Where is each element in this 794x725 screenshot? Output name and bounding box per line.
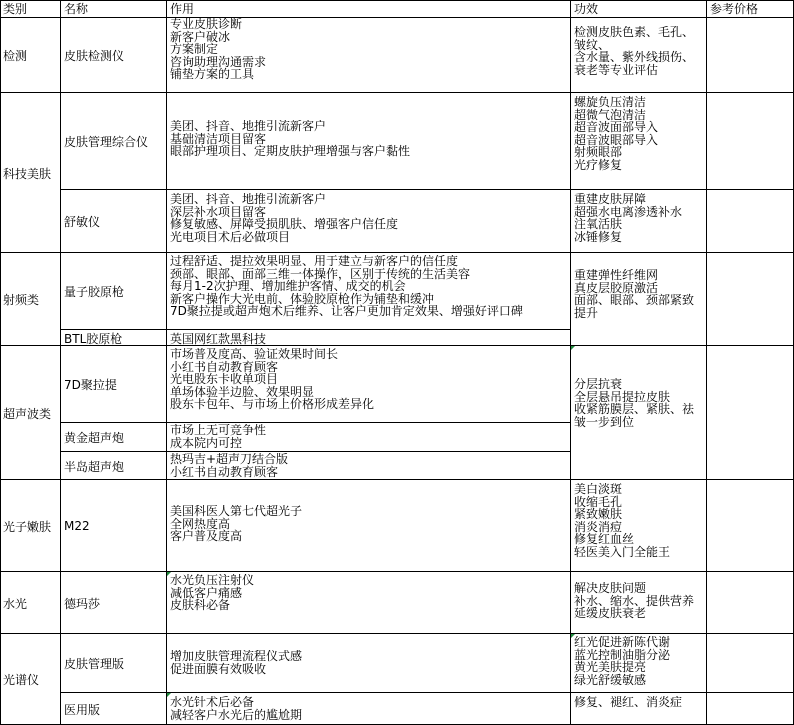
name-quantum-collagen[interactable]: 量子胶原枪 [64,285,125,299]
grid-line [61,329,571,330]
comment-marker-icon [167,572,171,576]
efficacy-rf[interactable]: 重建弹性纤维网 真皮层胶原激活 面部、眼部、颈部紧致 提升 [574,269,695,320]
name-medical-ver[interactable]: 医用版 [64,702,101,717]
efficacy-soothing[interactable]: 重建皮肤屏障 超强水电离渗透补水 注氧活肤 冰锤修复 [574,193,683,244]
grid-line [60,0,61,725]
grid-line [0,0,794,1]
name-m22[interactable]: M22 [64,519,90,533]
name-soothing[interactable]: 舒敏仪 [64,215,101,229]
comment-marker-icon [571,634,575,638]
grid-line [0,479,794,480]
comment-marker-icon [571,346,575,350]
header-function[interactable]: 作用 [170,2,195,16]
function-soothing[interactable]: 美团、抖音、地推引流新客户 深层补水项目留客 修复敏感、屏障受损肌肤、增强客户信任度 光电项目术后必做项目 [170,193,399,244]
name-dermas[interactable]: 德玛莎 [64,596,101,611]
header-category[interactable]: 类别 [3,2,28,16]
function-m22[interactable]: 美国科医人第七代超光子 全网热度高 客户普及度高 [170,505,303,544]
category-spec[interactable]: 光谱仪 [3,673,40,687]
price-cell[interactable] [707,18,793,725]
header-efficacy[interactable]: 功效 [574,2,599,16]
grid-line [0,0,1,725]
category-hydro[interactable]: 水光 [3,596,28,611]
header-name[interactable]: 名称 [64,2,89,16]
name-gold-hifu[interactable]: 黄金超声炮 [64,431,125,445]
grid-line [0,571,794,572]
function-btl[interactable]: 英国网红款黑科技 [170,331,267,346]
grid-line [166,0,167,725]
efficacy-skin-mgmt-combo[interactable]: 螺旋负压清洁 超微气泡清洁 超音波面部导入 超音波眼部导入 射频眼部 光疗修复 [574,96,659,172]
function-medical-ver[interactable]: 水光针术后必备 减轻客户水光后的尴尬期 [170,696,303,722]
function-quantum-collagen[interactable]: 过程舒适、提拉效果明显、用于建立与新客户的信任度 颈部、眼部、面部三维一体操作，区别于传统的生活美容 每月1-2次护理、增加维护客情、成交的机会 新客户操作大光电前、体验胶原枪作为铺垫和缓冲 7D聚拉提或超声炮术后维养、让客户更加肯定效果、增强好评口碑 [170,255,523,319]
grid-line [0,633,794,634]
header-price[interactable]: 参考价格 [710,2,759,16]
grid-line [0,92,794,93]
category-rf[interactable]: 射频类 [3,293,40,307]
efficacy-dermas[interactable]: 解决皮肤问题 补水、缩水、提供营养 延缓皮肤衰老 [574,582,695,621]
category-photon[interactable]: 光子嫩肤 [3,519,52,534]
grid-line [0,345,794,346]
grid-line [61,422,571,423]
grid-line [706,0,707,725]
efficacy-medical-ver[interactable]: 修复、褪红、消炎症 [574,696,683,709]
name-skin-mgmt-ver[interactable]: 皮肤管理版 [64,657,125,671]
name-peninsula-hifu[interactable]: 半岛超声炮 [64,459,125,474]
name-skin-detector[interactable]: 皮肤检测仪 [64,49,125,63]
function-gold-hifu[interactable]: 市场上无可竞争性 成本院内可控 [170,424,267,450]
efficacy-skin-detector[interactable]: 检测皮肤色素、毛孔、 皱纹、 含水量、紫外线损伤、 衰老等专业评估 [574,26,695,77]
category-us[interactable]: 超声波类 [3,406,52,421]
function-skin-detector[interactable]: 专业皮肤诊断 新客户破冰 方案制定 咨询助理沟通需求 铺垫方案的工具 [170,18,267,82]
name-skin-mgmt-combo[interactable]: 皮肤管理综合仪 [64,135,149,149]
function-skin-mgmt-combo[interactable]: 美团、抖音、地推引流新客户 基础清洁项目留客 眼部护理项目、定期皮肤护理增强与客户黏性 [170,120,411,159]
name-7d-lift[interactable]: 7D聚拉提 [64,378,117,392]
efficacy-skin-mgmt-ver[interactable]: 红光促进新陈代谢 蓝光控制油脂分泌 黄光美肤提亮 绿光舒缓敏感 [574,636,671,687]
function-dermas[interactable]: 水光负压注射仪 减低客户痛感 皮肤科必备 [170,574,255,613]
function-peninsula-hifu[interactable]: 热玛吉+超声刀结合版 小红书自动教育顾客 [170,453,289,479]
grid-line [0,17,794,18]
efficacy-m22[interactable]: 美白淡斑 收缩毛孔 紧致嫩肤 消炎消痘 修复红血丝 轻医美入门全能王 [574,483,671,559]
name-btl[interactable]: BTL胶原枪 [64,331,123,346]
function-skin-mgmt-ver[interactable]: 增加皮肤管理流程仪式感 促进面膜有效吸收 [170,650,303,676]
grid-line [61,451,571,452]
efficacy-ultrasound[interactable]: 分层抗衰 全层悬吊提拉皮肤 收紧筋膜层、紧肤、祛 皱一步到位 [574,378,695,429]
comment-marker-icon [167,693,171,697]
grid-line [0,252,794,253]
category-tech[interactable]: 科技美肤 [3,166,52,181]
grid-line [61,189,794,190]
function-7d-lift[interactable]: 市场普及度高、验证效果时间长 小红书自动教育顾客 光电股东卡收单项目 单场体验半边脸、效果明显 股东卡包年、与市场上价格形成差异化 [170,348,375,412]
category-detect[interactable]: 检测 [3,49,28,63]
grid-line [570,0,571,725]
